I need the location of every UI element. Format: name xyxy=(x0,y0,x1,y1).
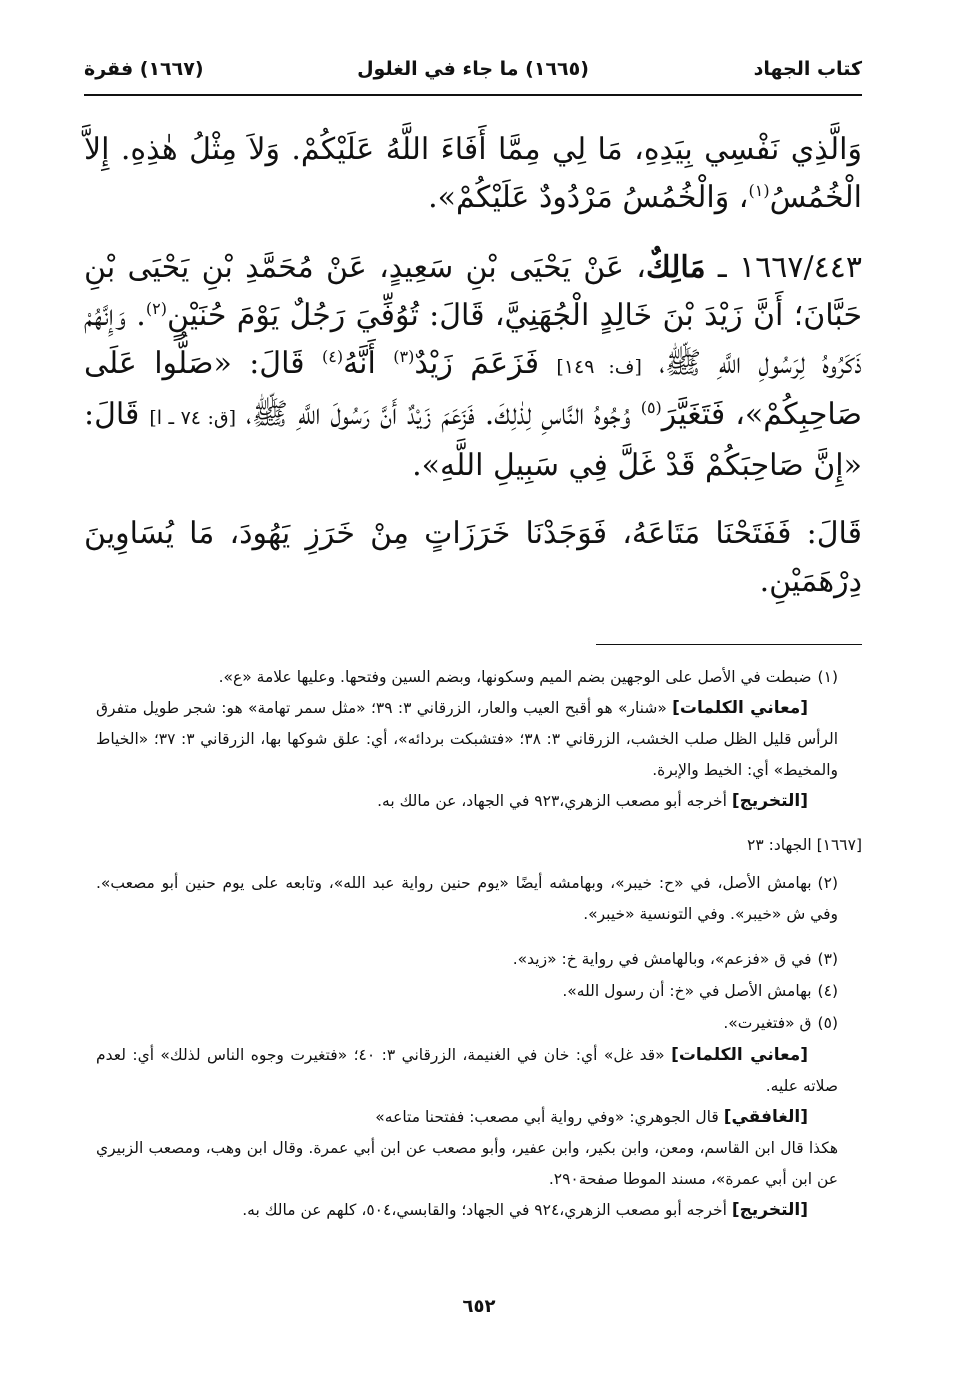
p1-text: وَالَّذِي نَفْسِي بِيَدِهِ، مَا لِي مِمَّا أَفَاءَ اللَّهُ عَلَيْكُمْ. وَلاَ مِثْلُ هٰذِهِ. إِلاَّ الْخُمُسُ xyxy=(84,132,862,215)
footnote-ref-1[interactable]: (١) xyxy=(748,181,770,200)
hadith-1667 xyxy=(84,244,862,490)
meanings-2-text: «قد غل» أي: خان في الغنيمة، الزرقاني ٣: ٤٠؛ «فتغيرت وجوه الناس لذلك» أي: لعدم صلاته عليه. xyxy=(96,1046,838,1095)
takhrij-2-text: أخرجه أبو مصعب الزهري،٩٢٤ في الجهاد؛ والقابسي،٥٠٤، كلهم عن مالك به. xyxy=(242,1201,727,1219)
hadith-number: ١٦٦٧/٤٤٣ ـ xyxy=(705,250,862,285)
footnote-4-text: بهامش الأصل في «خ: أن رسول الله». xyxy=(562,982,812,1000)
label-meanings-1: [معاني الكلمات] xyxy=(672,698,808,718)
header-divider xyxy=(84,94,862,96)
footnote-ref-2[interactable]: (٢) xyxy=(145,299,167,318)
footnote-5-number: (٥) xyxy=(817,1014,838,1032)
label-ghafiqi: [الغافقي] xyxy=(723,1107,808,1127)
hadith-text-final xyxy=(84,510,862,606)
manuscript-ref-f: [ف: ١٤٩] xyxy=(556,356,642,378)
footnote-2-number: (٢) xyxy=(817,874,838,892)
section-reference: [١٦٦٧] الجهاد: ٢٣ xyxy=(747,836,862,854)
footnote-2-text: بهامش الأصل، في «ح: خيبر»، وبهامشه أيضًا «يوم حنين رواية عبد الله»، وتابعه على يوم حنين أبو مصعب». وفي ش «خيبر». وفي التونسية «خيبر». xyxy=(96,874,838,923)
narrator-malik: مَالِكٌ xyxy=(645,250,706,285)
label-meanings-2: [معاني الكلمات] xyxy=(671,1045,808,1065)
label-takhrij-1: [التخريج] xyxy=(731,791,808,811)
footnote-3-number: (٣) xyxy=(817,950,838,968)
p3-text: قَالَ: فَفَتَحْنَا مَتَاعَهُ، فَوَجَدْنَا خَرَزَاتٍ مِنْ خَرَزِ يَهُودَ، مَا يُسَاوِينَ دِرْهَمَيْنِ. xyxy=(84,516,862,599)
ghafiqi-text-1: قال الجوهري: «وفي رواية أبي مصعب: ففتحنا متاعه» xyxy=(375,1108,719,1126)
footnote-2 xyxy=(96,868,838,930)
p2-b: . وَإِنَّهُمْ ذَكَرُوهُ لِرَسُولِ اللَّهِ ﷺ، xyxy=(84,298,862,381)
label-takhrij-2: [التخريج] xyxy=(731,1200,808,1220)
footnote-4-number: (٤) xyxy=(817,982,838,1000)
footnote-ref-5[interactable]: (٥) xyxy=(640,398,662,417)
commentary-block xyxy=(96,1040,838,1226)
footnote-divider xyxy=(596,644,862,645)
footnote-3 xyxy=(96,944,838,975)
p2-e: قَالَ: «صَلُّوا عَلَى صَاحِبِكُمْ»، فَتَغَيَّرَ xyxy=(84,346,863,432)
p2-a: ، عَنْ يَحْيَى بْنِ سَعِيدٍ، عَنْ مُحَمَّدِ بْنِ يَحْيَى بْنِ حَبَّانَ؛ أَنَّ زَيْدَ بْنَ خَالِدٍ الْجُهَنِيَّ، قَالَ: تُوُفِّيَ رَجُلٌ يَوْمَ حُنَيْنٍ xyxy=(84,250,863,333)
hadith-text-continuation xyxy=(84,126,862,222)
meanings-1-text: «شنار» هو أقبح العيب والعار، الزرقاني ٣: ٣٩؛ «مثل سمر تهامة» هو: شجر طويل متفرق الرأس قليل الظل صلب الخشب، الزرقاني ٣: ٣٨؛ «فتشبكت بردائه»، أي: علق شوكها بها، الزرقاني ٣: ٣٧؛ «الخياط والمخيط» أي: الخيط والإبرة. xyxy=(96,699,839,779)
ghafiqi-text-2: هكذا قال ابن القاسم، ومعن، وابن بكير، وابن عفير، وأبو مصعب عن ابن أبي عمرة. وقال ابن وهب، ومصعب الزبيري عن ابن أبي عمرة»، مسند الموطا صفحة٢٩٠. xyxy=(96,1139,838,1188)
footnote-ref-4[interactable]: (٤) xyxy=(321,347,344,366)
p2-d: أَنَّهُ xyxy=(343,346,394,381)
p1-tail: ، وَالْخُمُسُ مَرْدُودٌ عَلَيْكُمْ». xyxy=(428,180,749,215)
p2-f: وُجُوهُ النَّاسِ لِذٰلِكَ. فَزَعَمَ زَيْدٌ أَنَّ رَسُولَ اللَّهِ ﷺ، xyxy=(236,397,641,432)
p2-g: قَالَ: «إِنَّ صَاحِبَكُمْ قَدْ غَلَّ فِي سَبِيلِ اللَّهِ». xyxy=(84,397,862,483)
footnote-ref-3[interactable]: (٣) xyxy=(393,347,415,366)
footnote-4 xyxy=(96,976,838,1007)
header-paragraph-number: (١٦٦٧) فقرة xyxy=(84,58,204,80)
footnote-5 xyxy=(96,1008,838,1039)
footnote-3-text: في ق «فزعم»، وبالهامش في رواية خ: «زيد». xyxy=(512,950,812,968)
running-header xyxy=(84,54,862,90)
takhrij-1-text: أخرجه أبو مصعب الزهري،٩٢٣ في الجهاد، عن مالك به. xyxy=(377,792,727,810)
p2-c: فَزَعَمَ زَيْدٌ xyxy=(414,346,557,381)
footnote-1-text: ضبطت في الأصل على الوجهين بضم الميم وسكونها، وبضم السين وفتحها. وعليها علامة «ع». xyxy=(218,668,812,686)
header-book-title: كتاب الجهاد xyxy=(753,58,862,80)
footnote-1-number: (١) xyxy=(817,668,838,686)
header-chapter-title: (١٦٦٥) ما جاء في الغلول xyxy=(357,58,589,80)
manuscript-ref-q: [ق: ٧٤ ـ ا] xyxy=(149,407,237,429)
footnote-1 xyxy=(96,662,838,817)
footnote-5-text: ق «فتغيرت». xyxy=(723,1014,812,1032)
page-number: ٦٥٢ xyxy=(462,1296,496,1317)
